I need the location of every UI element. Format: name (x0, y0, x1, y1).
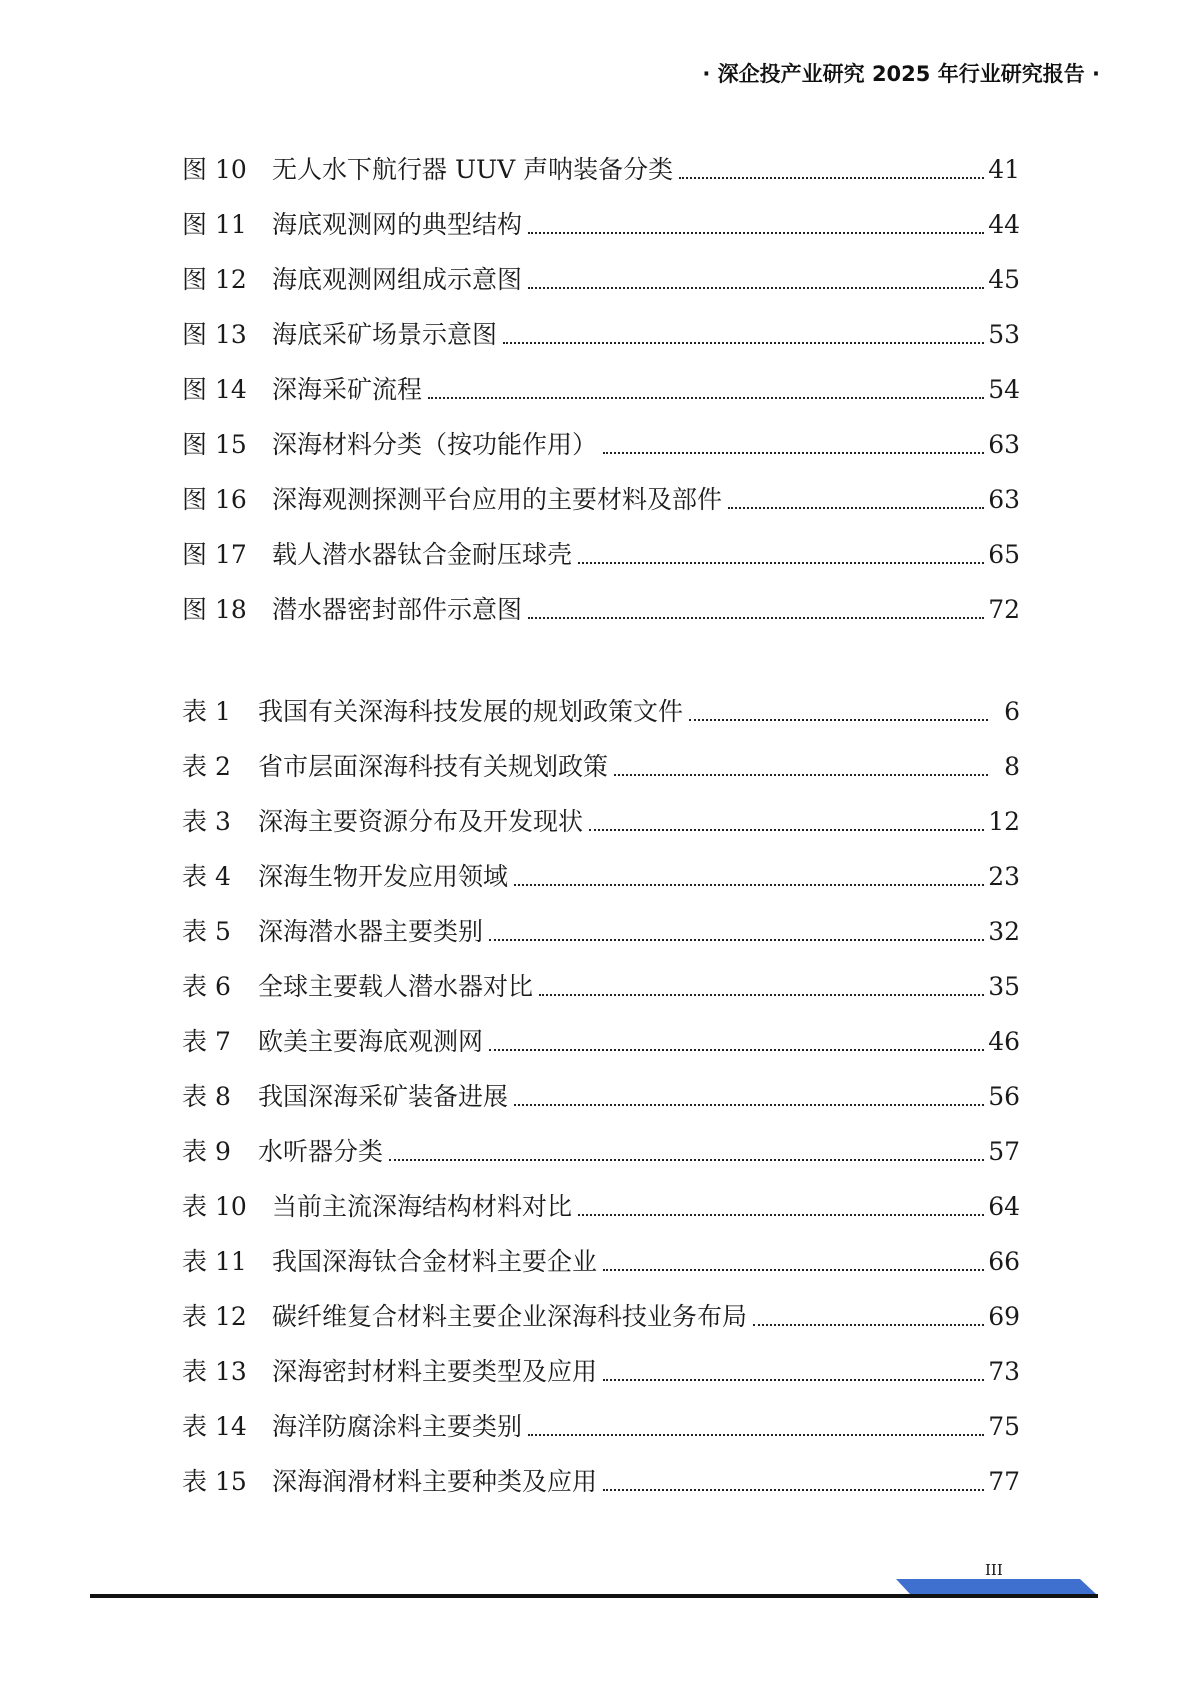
toc-entry-title: 海洋防腐涂料主要类别 (272, 1412, 523, 1441)
dot-leader (489, 1049, 984, 1051)
toc-entry-title: 深海潜水器主要类别 (258, 917, 484, 946)
toc-entry-figure-18[interactable] (182, 582, 1020, 637)
toc-entry-title: 海底观测网组成示意图 (272, 265, 523, 294)
toc-entry-label: 图 14 (182, 375, 247, 404)
toc-entry-title: 海底采矿场景示意图 (272, 320, 498, 349)
toc-entry-label: 表 5 (182, 917, 231, 946)
dot-leader (614, 774, 988, 776)
toc-entry-title: 我国有关深海科技发展的规划政策文件 (258, 697, 684, 726)
toc-entry-table-4[interactable] (182, 849, 1020, 904)
toc-entry-title: 碳纤维复合材料主要企业深海科技业务布局 (272, 1302, 748, 1331)
toc-entry-label: 图 16 (182, 485, 247, 514)
toc-entry-table-6[interactable] (182, 959, 1020, 1014)
toc-entry-table-14[interactable] (182, 1399, 1020, 1454)
page-number: III (985, 1561, 1003, 1579)
dot-leader (528, 617, 984, 619)
dot-leader (603, 452, 984, 454)
dot-leader (753, 1324, 984, 1326)
toc-entry-page: 23 (988, 862, 1020, 891)
dot-leader (514, 1104, 984, 1106)
toc-entry-label: 表 1 (182, 697, 231, 726)
toc-entry-page: 57 (988, 1137, 1020, 1166)
footer-rule (90, 1594, 1098, 1598)
toc-entry-label: 图 11 (182, 210, 247, 239)
toc-entry-figure-14[interactable] (182, 362, 1020, 417)
dot-leader (389, 1159, 984, 1161)
toc-entry-title: 深海密封材料主要类型及应用 (272, 1357, 598, 1386)
toc-entry-label: 图 15 (182, 430, 247, 459)
dot-leader (539, 994, 984, 996)
dot-leader (503, 342, 984, 344)
toc-entry-table-5[interactable] (182, 904, 1020, 959)
toc-entry-page: 45 (988, 265, 1020, 294)
toc-entry-label: 表 6 (182, 972, 231, 1001)
toc-entry-title: 深海采矿流程 (272, 375, 423, 404)
toc-entry-figure-13[interactable] (182, 307, 1020, 362)
toc-entry-page: 73 (988, 1357, 1020, 1386)
table-list (182, 684, 1020, 1509)
dot-leader (603, 1489, 984, 1491)
toc-entry-title: 深海主要资源分布及开发现状 (258, 807, 584, 836)
toc-entry-figure-10[interactable] (182, 142, 1020, 197)
toc-entry-page: 54 (988, 375, 1020, 404)
toc-entry-table-13[interactable] (182, 1344, 1020, 1399)
toc-entry-figure-12[interactable] (182, 252, 1020, 307)
toc-entry-title: 我国深海钛合金材料主要企业 (272, 1247, 598, 1276)
running-header: · 深企投产业研究 2025 年行业研究报告 · (702, 62, 1100, 86)
toc-entry-page: 72 (988, 595, 1020, 624)
dot-leader (428, 397, 984, 399)
toc-entry-table-3[interactable] (182, 794, 1020, 849)
toc-entry-title: 潜水器密封部件示意图 (272, 595, 523, 624)
toc-entry-label: 表 14 (182, 1412, 247, 1441)
toc-entry-page: 41 (988, 155, 1020, 184)
toc-entry-title: 深海生物开发应用领域 (258, 862, 509, 891)
toc-entry-label: 表 13 (182, 1357, 247, 1386)
toc-entry-table-9[interactable] (182, 1124, 1020, 1179)
toc-entry-page: 44 (988, 210, 1020, 239)
toc-entry-page: 46 (988, 1027, 1020, 1056)
toc-entry-label: 表 12 (182, 1302, 247, 1331)
toc-entry-figure-16[interactable] (182, 472, 1020, 527)
dot-leader (603, 1269, 984, 1271)
toc-entry-label: 表 9 (182, 1137, 231, 1166)
toc-entry-label: 图 13 (182, 320, 247, 349)
toc-entry-page: 75 (988, 1412, 1020, 1441)
toc-entry-page: 77 (988, 1467, 1020, 1496)
toc-entry-title: 全球主要载人潜水器对比 (258, 972, 534, 1001)
toc-entry-label: 表 15 (182, 1467, 247, 1496)
toc-entry-page: 8 (1004, 752, 1020, 781)
toc-entry-page: 64 (988, 1192, 1020, 1221)
dot-leader (589, 829, 984, 831)
toc-entry-page: 65 (988, 540, 1020, 569)
toc-entry-label: 图 12 (182, 265, 247, 294)
toc-entry-title: 深海润滑材料主要种类及应用 (272, 1467, 598, 1496)
toc-entry-figure-15[interactable] (182, 417, 1020, 472)
toc-entry-title: 省市层面深海科技有关规划政策 (258, 752, 609, 781)
dot-leader (728, 507, 984, 509)
toc-entry-table-12[interactable] (182, 1289, 1020, 1344)
toc-entry-label: 图 17 (182, 540, 247, 569)
toc-entry-title: 我国深海采矿装备进展 (258, 1082, 509, 1111)
toc-entry-page: 32 (988, 917, 1020, 946)
dot-leader (489, 939, 984, 941)
dot-leader (689, 719, 988, 721)
dot-leader (679, 177, 984, 179)
toc-entry-label: 表 10 (182, 1192, 247, 1221)
toc-entry-label: 表 8 (182, 1082, 231, 1111)
toc-entry-title: 欧美主要海底观测网 (258, 1027, 484, 1056)
toc-entry-table-7[interactable] (182, 1014, 1020, 1069)
dot-leader (578, 562, 984, 564)
toc-entry-page: 6 (1004, 697, 1020, 726)
toc-entry-table-1[interactable] (182, 684, 1020, 739)
dot-leader (528, 1434, 984, 1436)
dot-leader (578, 1214, 984, 1216)
toc-entry-page: 12 (988, 807, 1020, 836)
toc-entry-page: 66 (988, 1247, 1020, 1276)
toc-entry-page: 35 (988, 972, 1020, 1001)
toc-entry-title: 海底观测网的典型结构 (272, 210, 523, 239)
toc-entry-title: 无人水下航行器 UUV 声呐装备分类 (272, 155, 674, 184)
toc-entry-title: 载人潜水器钛合金耐压球壳 (272, 540, 573, 569)
toc-entry-title: 深海材料分类（按功能作用） (272, 430, 598, 459)
toc-entry-table-8[interactable] (182, 1069, 1020, 1124)
toc-entry-label: 表 4 (182, 862, 231, 891)
toc-entry-page: 69 (988, 1302, 1020, 1331)
toc-entry-label: 图 18 (182, 595, 247, 624)
dot-leader (528, 287, 984, 289)
toc-entry-label: 表 2 (182, 752, 231, 781)
toc-entry-label: 表 7 (182, 1027, 231, 1056)
dot-leader (603, 1379, 984, 1381)
footer-accent-bar (896, 1579, 1096, 1594)
toc-entry-page: 56 (988, 1082, 1020, 1111)
toc-entry-table-2[interactable] (182, 739, 1020, 794)
toc-entry-page: 63 (988, 485, 1020, 514)
figure-list (182, 142, 1020, 637)
toc-entry-table-15[interactable] (182, 1454, 1020, 1509)
toc-entry-figure-11[interactable] (182, 197, 1020, 252)
toc-entry-table-10[interactable] (182, 1179, 1020, 1234)
toc-entry-page: 53 (988, 320, 1020, 349)
toc-entry-label: 表 11 (182, 1247, 247, 1276)
toc-entry-title: 当前主流深海结构材料对比 (272, 1192, 573, 1221)
toc-entry-label: 表 3 (182, 807, 231, 836)
toc-entry-title: 水听器分类 (258, 1137, 384, 1166)
toc-entry-page: 63 (988, 430, 1020, 459)
toc-entry-figure-17[interactable] (182, 527, 1020, 582)
dot-leader (528, 232, 984, 234)
toc-entry-label: 图 10 (182, 155, 247, 184)
toc-entry-table-11[interactable] (182, 1234, 1020, 1289)
dot-leader (514, 884, 984, 886)
toc-entry-title: 深海观测探测平台应用的主要材料及部件 (272, 485, 723, 514)
